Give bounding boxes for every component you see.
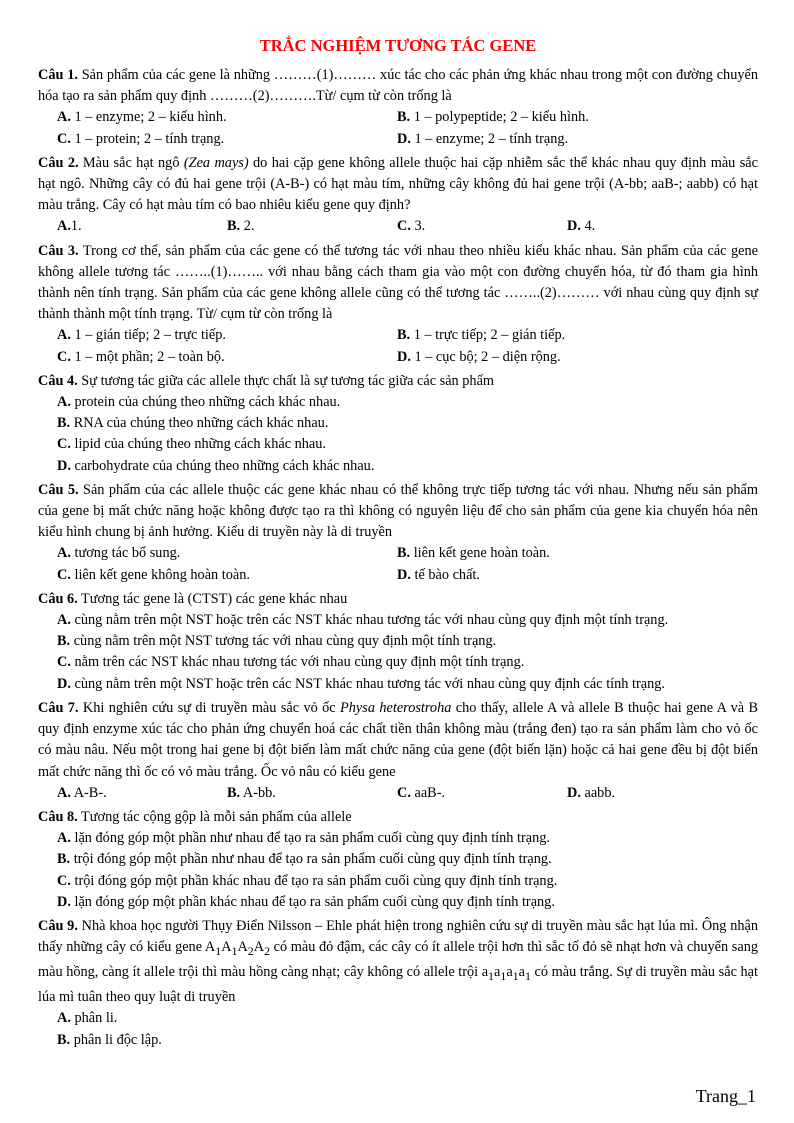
- question-3: [38, 241, 758, 368]
- question-number: Câu 5.: [38, 481, 79, 498]
- stem-text: Trong cơ thể, sản phẩm của các gene có thể tương tác với nhau theo nhiều kiểu khác nhau. Sản phẩm của các gene không allele tương tác ……..(1)…….. với nhau bằng cách tham gia vào một con đường chuyển hóa, từ đó tham gia hình thành nên tính trạng. Sản phẩm của các gene không allele cũng có thể tương tác ……..(2)……… với nhau cùng quy định sự thành thành một tính trạng. Từ/ cụm từ còn trống là: [38, 242, 758, 323]
- answer-option-a[interactable]: [57, 325, 397, 346]
- stem-text: Màu sắc hạt ngô: [78, 154, 184, 171]
- option-label: C.: [57, 130, 71, 147]
- subscript-text: 1: [524, 969, 531, 984]
- answer-option-b[interactable]: [57, 631, 758, 652]
- option-label: D.: [57, 675, 71, 692]
- option-text: 1 – enzyme; 2 – tính trạng.: [410, 130, 569, 147]
- question-number: Câu 7.: [38, 699, 79, 716]
- answer-options: [38, 325, 758, 367]
- question-number: Câu 4.: [38, 372, 78, 389]
- subscript-text: 2: [247, 943, 254, 958]
- answer-option-c[interactable]: [57, 871, 758, 892]
- answer-option-d[interactable]: [567, 216, 737, 237]
- option-label: D.: [397, 348, 411, 365]
- answer-option-d[interactable]: [397, 129, 737, 150]
- stem-text: A: [253, 939, 265, 956]
- answer-options: [38, 828, 758, 913]
- answer-options: [38, 216, 758, 237]
- answer-option-b[interactable]: [57, 1030, 758, 1051]
- option-text: 1 – cục bộ; 2 – diện rộng.: [410, 348, 561, 365]
- stem-text: Sự tương tác giữa các allele thực chất là sự tương tác giữa các sản phẩm: [77, 372, 495, 389]
- option-label: C.: [57, 348, 71, 365]
- stem-text: Sản phẩm của các allele thuộc các gene khác nhau có thể không trực tiếp tương tác với nhau. Nhưng nếu sản phẩm của gene bị mất chức năng hoặc không được tạo ra thì không có nguyên liệu để cho sản phẩm của gene kia chuyển hóa nên kiểu hình chung bị ảnh hưởng. Kiểu di truyền này là di truyền: [38, 481, 758, 541]
- stem-text: cho thấy, allele A và allele B thuộc hai gene A và B quy định enzyme xúc tác cho phản ứng chuyển hoá các chất tiền thân không màu (trắng đen) tạo ra sản phẩm làm cho vỏ ốc có màu nâu. Nếu một trong hai gene bị đột biến làm mất chức năng của gene (đột biến lặn) hoặc cả hai gene đều bị đột biến mất chức năng thì ốc có vỏ màu trắng. Ốc vỏ nâu có kiểu gene: [38, 699, 758, 780]
- answer-option-a[interactable]: [57, 610, 758, 631]
- option-label: A.: [57, 784, 71, 801]
- option-text: protein của chúng theo những cách khác nhau.: [70, 394, 341, 411]
- question-stem: [38, 698, 758, 783]
- stem-text: A: [221, 939, 232, 956]
- answer-option-c[interactable]: [57, 652, 758, 673]
- stem-text: Tương tác cộng gộp là mỗi sản phẩm của allele: [77, 808, 352, 825]
- stem-text: do hai cặp gene không allele thuộc hai cặp nhiễm sắc thể khác nhau quy định màu sắc hạt ngô. Những cây có đủ hai gene trội (A-B-) có hạt màu tím, những cây không đủ hai gene trội (A-bb; aaB-; aabb) có hạt màu trắng. Cây có hạt màu tím có bao nhiêu kiểu gene quy định?: [38, 154, 758, 214]
- answer-option-d[interactable]: [397, 565, 737, 586]
- option-label: B.: [57, 633, 71, 650]
- stem-text: Tương tác gene là (CTST) các gene khác nhau: [77, 590, 348, 607]
- option-label: C.: [57, 436, 71, 453]
- stem-text: a: [518, 964, 525, 981]
- option-label: D.: [397, 566, 411, 583]
- option-text: phân li.: [70, 1010, 118, 1027]
- answer-option-a[interactable]: [57, 216, 227, 237]
- subscript-text: 1: [215, 943, 222, 958]
- answer-option-c[interactable]: [57, 129, 397, 150]
- answer-option-d[interactable]: [57, 456, 758, 477]
- option-label: B.: [397, 545, 411, 562]
- question-6: [38, 589, 758, 695]
- answer-option-b[interactable]: [227, 783, 397, 804]
- question-stem: [38, 371, 758, 392]
- option-label: A.: [57, 612, 71, 629]
- option-text: 1 – trực tiếp; 2 – gián tiếp.: [410, 327, 566, 344]
- option-text: A-B-.: [70, 784, 107, 801]
- option-text: trội đóng góp một phần khác nhau để tạo ra sản phẩm cuối cùng quy định tính trạng.: [70, 872, 558, 889]
- subscript-text: 1: [231, 943, 238, 958]
- italic-text: Physa heterostroha: [340, 699, 452, 716]
- option-text: tương tác bổ sung.: [70, 545, 181, 562]
- option-text: 1 – gián tiếp; 2 – trực tiếp.: [70, 327, 226, 344]
- question-4: [38, 371, 758, 477]
- option-label: A.: [57, 394, 71, 411]
- option-label: B.: [227, 218, 241, 235]
- question-stem: [38, 916, 758, 1009]
- option-text: aabb.: [580, 784, 616, 801]
- option-label: A.: [57, 218, 71, 235]
- question-stem: [38, 589, 758, 610]
- question-9: [38, 916, 758, 1051]
- answer-option-a[interactable]: [57, 107, 397, 128]
- stem-text: A: [237, 939, 248, 956]
- answer-option-c[interactable]: [57, 565, 397, 586]
- option-label: C.: [397, 784, 411, 801]
- option-text: trội đóng góp một phần như nhau để tạo ra sản phẩm cuối cùng quy định tính trạng.: [70, 851, 552, 868]
- question-number: Câu 6.: [38, 590, 78, 607]
- answer-option-a[interactable]: [57, 392, 758, 413]
- option-text: phân li độc lập.: [70, 1031, 162, 1048]
- stem-text: Khi nghiên cứu sự di truyền màu sắc vỏ ốc: [78, 699, 341, 716]
- option-text: carbohydrate của chúng theo những cách khác nhau.: [70, 457, 375, 474]
- option-label: C.: [57, 872, 71, 889]
- answer-option-d[interactable]: [57, 892, 758, 913]
- question-2: [38, 153, 758, 238]
- option-text: tế bào chất.: [410, 566, 480, 583]
- stem-text: có màu trắng. Sự di truyền màu sắc hạt lúa mì tuân theo quy luật di truyền: [38, 964, 758, 1006]
- subscript-text: 1: [500, 969, 507, 984]
- option-label: A.: [57, 545, 71, 562]
- answer-option-b[interactable]: [397, 543, 737, 564]
- question-stem: [38, 480, 758, 544]
- subscript-text: 1: [512, 969, 519, 984]
- answer-option-a[interactable]: [57, 1008, 758, 1029]
- option-label: A.: [57, 327, 71, 344]
- question-1: [38, 65, 758, 150]
- stem-text: Nhà khoa học người Thụy Điển Nilsson – Ehle phát hiện trong nghiên cứu sự di truyền màu sắc hạt lúa mì. Ông nhận thấy những cây có kiểu gene A: [38, 917, 758, 956]
- option-text: 1 – polypeptide; 2 – kiểu hình.: [410, 109, 589, 126]
- answer-options: [38, 543, 758, 585]
- answer-option-a[interactable]: [57, 828, 758, 849]
- option-text: liên kết gene không hoàn toàn.: [70, 566, 250, 583]
- option-label: D.: [57, 893, 71, 910]
- answer-option-d[interactable]: [397, 347, 737, 368]
- stem-text: a: [506, 964, 513, 981]
- question-stem: [38, 65, 758, 107]
- question-5: [38, 480, 758, 586]
- option-text: lipid của chúng theo những cách khác nhau.: [70, 436, 326, 453]
- option-text: RNA của chúng theo những cách khác nhau.: [70, 415, 329, 432]
- option-text: liên kết gene hoàn toàn.: [410, 545, 550, 562]
- option-text: cùng nằm trên một NST hoặc trên các NST khác nhau tương tác với nhau cùng quy định một tính trạng.: [70, 612, 669, 629]
- answer-option-b[interactable]: [57, 413, 758, 434]
- option-text: cùng nằm trên một NST hoặc trên các NST khác nhau tương tác với nhau cùng quy định các tính trạng.: [70, 675, 665, 692]
- answer-options: [38, 392, 758, 477]
- option-text: lặn đóng góp một phần khác nhau để tạo ra sản phẩm cuối cùng quy định tính trạng.: [70, 893, 555, 910]
- option-text: A-bb.: [240, 784, 276, 801]
- answer-options: [38, 783, 758, 804]
- answer-option-b[interactable]: [397, 325, 737, 346]
- question-stem: [38, 241, 758, 326]
- italic-text: (Zea mays): [183, 154, 249, 171]
- option-label: A.: [57, 1010, 71, 1027]
- question-list: [38, 65, 758, 1051]
- option-label: B.: [57, 851, 71, 868]
- question-8: [38, 807, 758, 913]
- subscript-text: 2: [264, 943, 271, 958]
- option-label: A.: [57, 109, 71, 126]
- option-label: B.: [227, 784, 241, 801]
- question-stem: [38, 153, 758, 217]
- option-label: D.: [397, 130, 411, 147]
- question-stem: [38, 807, 758, 828]
- option-text: 1.: [70, 218, 82, 235]
- option-label: D.: [57, 457, 71, 474]
- answer-option-d[interactable]: [567, 783, 737, 804]
- option-label: C.: [397, 218, 411, 235]
- answer-option-a[interactable]: [57, 783, 227, 804]
- option-text: nằm trên các NST khác nhau tương tác với nhau cùng quy định một tính trạng.: [70, 654, 525, 671]
- answer-options: [38, 107, 758, 149]
- answer-option-c[interactable]: [57, 434, 758, 455]
- option-label: D.: [567, 784, 581, 801]
- stem-text: Sản phẩm của các gene là những ………(1)……… xúc tác cho các phản ứng khác nhau trong một con đường chuyển hóa tạo ra sản phẩm quy định ………(2)……….Từ/ cụm từ còn trống là: [38, 67, 758, 105]
- document-page: [38, 36, 758, 1054]
- answer-option-c[interactable]: [397, 783, 567, 804]
- answer-option-b[interactable]: [397, 107, 737, 128]
- option-text: 1 – một phần; 2 – toàn bộ.: [70, 348, 225, 365]
- answer-option-a[interactable]: [57, 543, 397, 564]
- option-label: B.: [57, 1031, 71, 1048]
- stem-text: có màu đỏ đậm, các cây có ít allele trội hơn thì sắc tố đỏ sẽ nhạt hơn và chuyển sang màu hồng, càng ít allele trội thì màu hồng càng nhạt; cây không có allele trội a: [38, 939, 759, 981]
- option-label: A.: [57, 830, 71, 847]
- answer-option-d[interactable]: [57, 674, 758, 695]
- option-text: 1 – protein; 2 – tính trạng.: [70, 130, 225, 147]
- answer-option-c[interactable]: [397, 216, 567, 237]
- answer-option-b[interactable]: [227, 216, 397, 237]
- question-number: Câu 1.: [38, 67, 78, 83]
- option-label: D.: [567, 218, 581, 235]
- option-text: lặn đóng góp một phần như nhau để tạo ra sản phẩm cuối cùng quy định tính trạng.: [70, 830, 550, 847]
- question-number: Câu 9.: [38, 917, 78, 934]
- question-7: [38, 698, 758, 804]
- page-number: Trang_1: [695, 1086, 756, 1106]
- subscript-text: 1: [488, 969, 494, 984]
- option-label: B.: [397, 109, 411, 126]
- question-number: Câu 3.: [38, 242, 79, 259]
- option-label: B.: [397, 327, 411, 344]
- option-text: aaB-.: [410, 784, 446, 801]
- question-number: Câu 8.: [38, 808, 78, 825]
- option-text: 1 – enzyme; 2 – kiểu hình.: [70, 109, 227, 126]
- option-text: 4.: [580, 218, 596, 235]
- stem-text: a: [494, 964, 501, 981]
- answer-option-c[interactable]: [57, 347, 397, 368]
- option-text: 3.: [410, 218, 426, 235]
- option-label: B.: [57, 415, 71, 432]
- document-title: TRẮC NGHIỆM TƯƠNG TÁC GENE: [259, 36, 537, 55]
- question-number: Câu 2.: [38, 154, 79, 171]
- option-label: C.: [57, 654, 71, 671]
- answer-options: [38, 610, 758, 695]
- answer-option-b[interactable]: [57, 849, 758, 870]
- option-label: C.: [57, 566, 71, 583]
- option-text: cùng nằm trên một NST tương tác với nhau cùng quy định một tính trạng.: [70, 633, 497, 650]
- answer-options: [38, 1008, 758, 1050]
- option-text: 2.: [240, 218, 255, 235]
